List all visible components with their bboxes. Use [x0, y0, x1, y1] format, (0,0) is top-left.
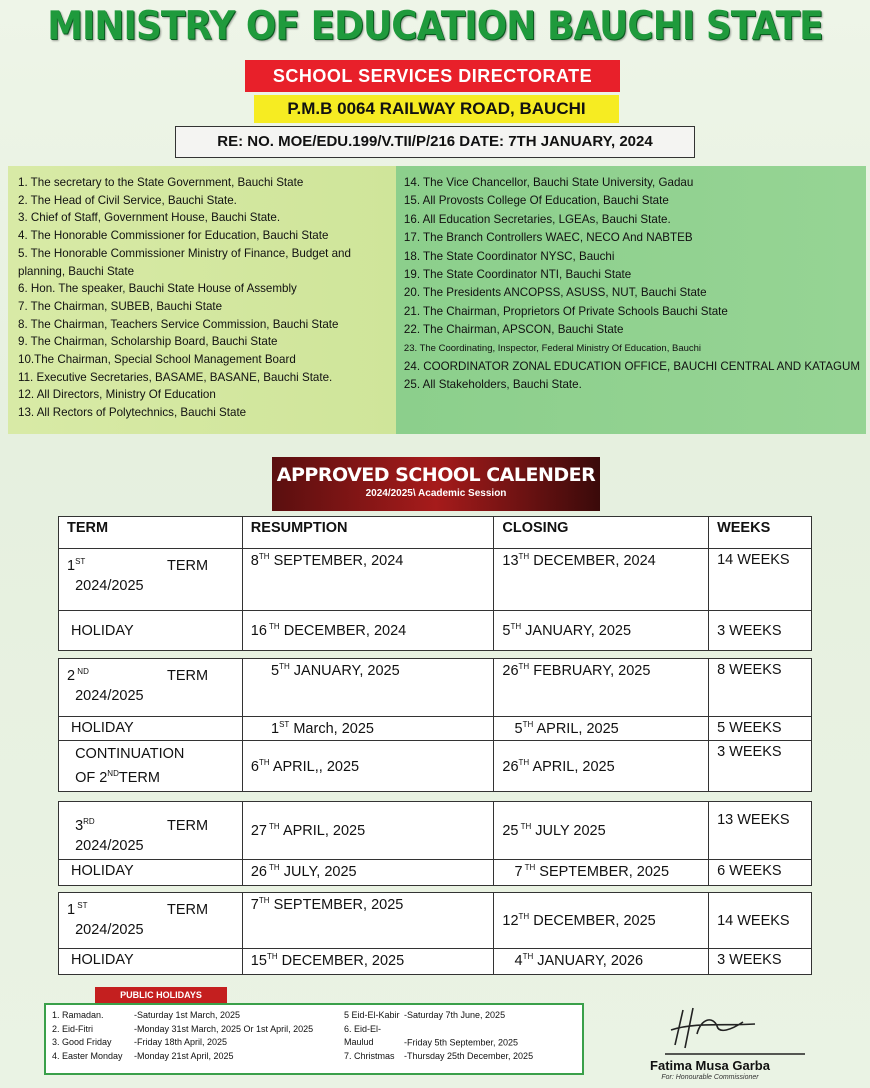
table-row [59, 893, 812, 949]
recipient-item: 20. The Presidents ANCOPSS, ASUSS, NUT, Bauchi State [403, 286, 707, 300]
reference-box: RE: NO. MOE/EDU.199/V.TII/P/216 DATE: 7TH JANUARY, 2024 [175, 126, 695, 158]
calendar-table-first-term [58, 516, 812, 651]
closing-cell: 26TH FEBRUARY, 2025 [494, 659, 709, 717]
table-row [59, 659, 812, 717]
calendar-subtitle: 2024/2025\ Academic Session [365, 488, 507, 499]
recipients-left-column [8, 166, 396, 434]
list-item: 4. Easter Monday -Monday 21st April, 2025 [52, 1050, 234, 1061]
recipient-item: 6. Hon. The speaker, Bauchi State House of Assembly [18, 282, 297, 296]
recipient-item: 12. All Directors, Ministry Of Education [18, 388, 216, 402]
header-term: TERM [59, 517, 243, 549]
table-row [59, 717, 812, 741]
recipient-item: 15. All Provosts College Of Education, Bauchi State [403, 194, 669, 208]
table-row [59, 611, 812, 651]
weeks-cell: 3 WEEKS [709, 949, 812, 975]
closing-cell: 4TH JANUARY, 2026 [494, 949, 709, 975]
ministry-title: MINISTRY OF EDUCATION BAUCHI STATE [47, 4, 823, 49]
address-banner: P.M.B 0064 RAILWAY ROAD, BAUCHI [254, 95, 619, 123]
list-item: 5 Eid-El-Kabir -Saturday 7th June, 2025 [344, 1010, 506, 1020]
recipients-panel [8, 166, 866, 434]
list-item: 2. Eid-Fitri -Monday 31st March, 2025 Or 1st April, 2025 [52, 1023, 314, 1034]
term-cell: 1ST TERM 2024/2025 [59, 549, 243, 611]
recipient-item: 8. The Chairman, Teachers Service Commission, Bauchi State [18, 317, 339, 331]
resumption-cell: 7TH SEPTEMBER, 2025 [242, 893, 494, 949]
table-row [59, 802, 812, 860]
signature-block [605, 1000, 815, 1080]
weeks-cell: 8 WEEKS [709, 659, 812, 717]
calendar-title: APPROVED SCHOOL CALENDER [276, 464, 596, 486]
public-holidays-title: PUBLIC HOLIDAYS [95, 987, 227, 1003]
table-row [59, 949, 812, 975]
table-row [59, 549, 812, 611]
weeks-cell: 3 WEEKS [709, 741, 812, 792]
recipient-item: 16. All Education Secretaries, LGEAs, Bauchi State. [403, 212, 671, 226]
weeks-cell: 14 WEEKS [709, 893, 812, 949]
resumption-cell: 5TH JANUARY, 2025 [242, 659, 494, 717]
list-item: 3. Good Friday -Friday 18th April, 2025 [52, 1037, 228, 1047]
closing-cell: 12TH DECEMBER, 2025 [494, 893, 709, 949]
weeks-cell: 13 WEEKS [709, 802, 812, 860]
term-cell: CONTINUATION OF 2NDTERM [59, 741, 243, 792]
term-cell: HOLIDAY [59, 949, 243, 975]
public-holidays-box [44, 1003, 584, 1075]
recipient-item: 22. The Chairman, APSCON, Bauchi State [403, 323, 624, 337]
calendar-table-second-term [58, 658, 812, 792]
recipient-item: 23. The Coordinating, Inspector, Federal Ministry Of Education, Bauchi [403, 342, 702, 354]
recipient-item: 9. The Chairman, Scholarship Board, Bauchi State [18, 335, 278, 349]
list-item: 6. Eid-El-Maulud -Friday 5th September, 2025 [344, 1023, 519, 1047]
recipient-item: 24. COORDINATOR ZONAL EDUCATION OFFICE, BAUCHI CENTRAL AND KATAGUM [403, 360, 860, 374]
signatory-title: For: Honourable Commissioner [661, 1074, 759, 1081]
recipients-right-column [396, 166, 866, 434]
recipient-item: 4. The Honorable Commissioner for Education, Bauchi State [18, 229, 329, 243]
weeks-cell: 6 WEEKS [709, 860, 812, 886]
holidays-column-2 [344, 1009, 576, 1069]
recipient-item: 21. The Chairman, Proprietors Of Private Schools Bauchi State [403, 304, 728, 318]
recipient-item: 3. Chief of Staff, Government House, Bauchi State. [18, 211, 281, 225]
resumption-cell: 27 $^{TH}$ APRIL, 2025 [242, 802, 494, 860]
table-header-row [59, 517, 812, 549]
term-cell: 3RD TERM 2024/2025 [59, 802, 243, 860]
recipient-item: 2. The Head of Civil Service, Bauchi State. [18, 193, 237, 207]
recipient-item: 11. Executive Secretaries, BASAME, BASANE, Bauchi State. [18, 370, 333, 384]
resumption-cell: 8TH SEPTEMBER, 2024 [242, 549, 494, 611]
header-resumption: RESUMPTION [242, 517, 494, 549]
resumption-cell: 1ST March, 2025 [242, 717, 494, 741]
recipient-item: 17. The Branch Controllers WAEC, NECO And NABTEB [403, 231, 693, 245]
closing-cell: 7 $^{TH}$ SEPTEMBER, 2025 [494, 860, 709, 886]
signatory-name: Fatima Musa Garba [650, 1058, 770, 1073]
header-closing: CLOSING [494, 517, 709, 549]
weeks-cell: 14 WEEKS [709, 549, 812, 611]
resumption-cell: 15TH DECEMBER, 2025 [242, 949, 494, 975]
list-item: 1. Ramadan. -Saturday 1st March, 2025 [52, 1010, 241, 1020]
weeks-cell: 3 WEEKS [709, 611, 812, 651]
recipient-item: 13. All Rectors of Polytechnics, Bauchi State [18, 406, 247, 420]
term-cell: HOLIDAY [59, 860, 243, 886]
term-cell: HOLIDAY [59, 717, 243, 741]
table-row [59, 860, 812, 886]
recipient-item: 1. The secretary to the State Government, Bauchi State [18, 176, 304, 189]
calendar-table-next-session [58, 892, 812, 975]
signature-mark [605, 1000, 815, 1056]
holidays-column-1 [52, 1009, 344, 1069]
calendar-banner [272, 457, 600, 511]
term-cell: 1 $^{ST}$ TERM 2024/2025 [59, 893, 243, 949]
recipient-item: 19. The State Coordinator NTI, Bauchi State [403, 268, 632, 282]
closing-cell: 13TH DECEMBER, 2024 [494, 549, 709, 611]
header-weeks: WEEKS [709, 517, 812, 549]
recipient-item: 10.The Chairman, Special School Management Board [18, 353, 296, 367]
recipient-item: 14. The Vice Chancellor, Bauchi State University, Gadau [403, 176, 694, 189]
recipient-item: 25. All Stakeholders, Bauchi State. [403, 378, 582, 392]
weeks-cell: 5 WEEKS [709, 717, 812, 741]
list-item: 7. Christmas -Thursday 25th December, 2025 [344, 1050, 534, 1061]
term-cell: 2 $^{ND}$ TERM 2024/2025 [59, 659, 243, 717]
closing-cell: 25 $^{TH}$ JULY 2025 [494, 802, 709, 860]
resumption-cell: 6TH APRIL,, 2025 [242, 741, 494, 792]
table-row [59, 741, 812, 792]
recipient-item: 18. The State Coordinator NYSC, Bauchi [403, 249, 615, 263]
resumption-cell: 26 $^{TH}$ JULY, 2025 [242, 860, 494, 886]
recipient-item: 7. The Chairman, SUBEB, Bauchi State [18, 299, 223, 313]
directorate-banner: SCHOOL SERVICES DIRECTORATE [245, 60, 620, 92]
resumption-cell: 16 $^{TH}$ DECEMBER, 2024 [242, 611, 494, 651]
term-cell: HOLIDAY [59, 611, 243, 651]
calendar-table-third-term [58, 801, 812, 886]
closing-cell: 5TH APRIL, 2025 [494, 717, 709, 741]
recipient-item: 5. The Honorable Commissioner Ministry of Finance, Budget and planning, Bauchi State [18, 246, 351, 278]
closing-cell: 5TH JANUARY, 2025 [494, 611, 709, 651]
closing-cell: 26TH APRIL, 2025 [494, 741, 709, 792]
